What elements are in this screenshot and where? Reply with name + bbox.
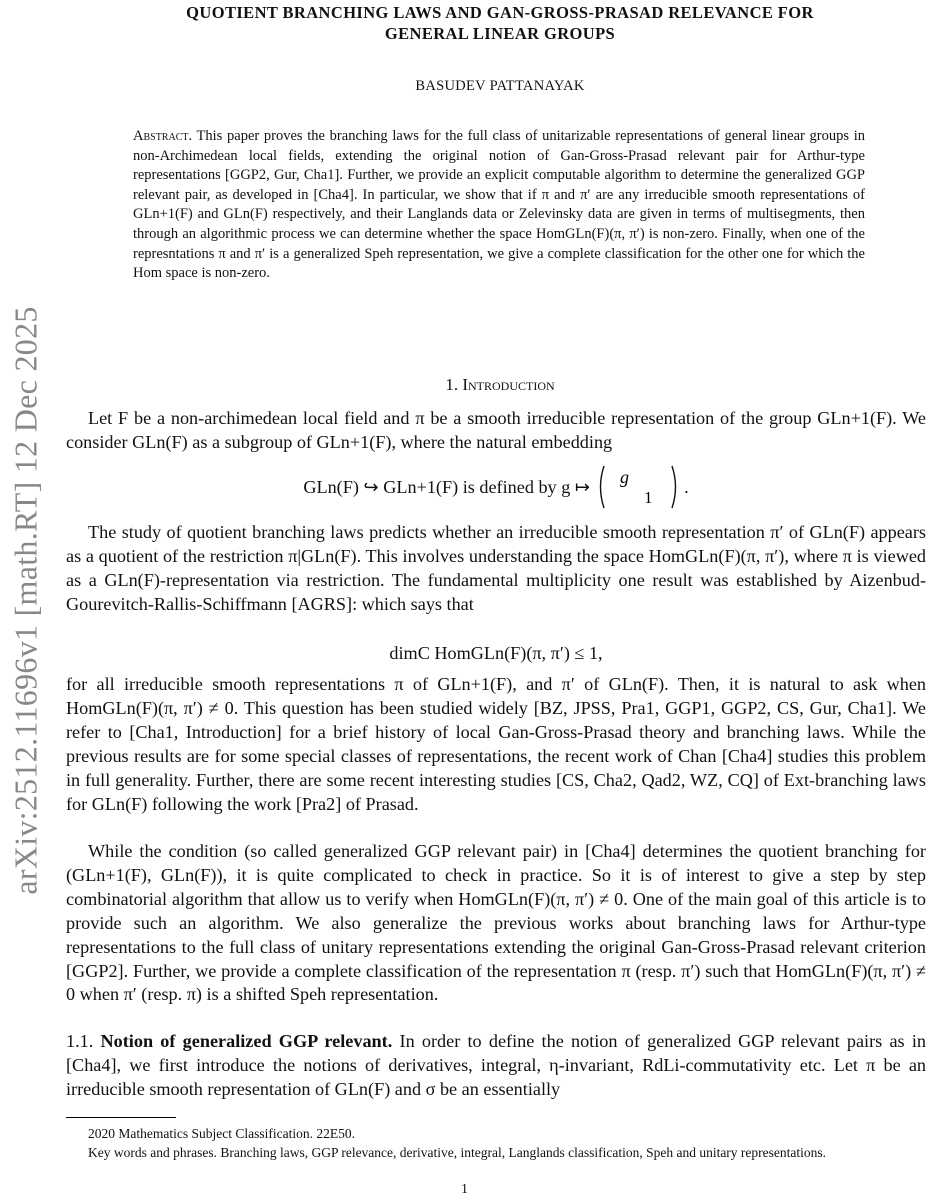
embedding-matrix	[596, 463, 680, 511]
display-1-end: .	[684, 476, 689, 497]
footnote-divider	[66, 1117, 176, 1118]
paragraph-1-block	[66, 407, 926, 455]
section-number: 1.	[445, 375, 459, 394]
author-name: BASUDEV PATTANAYAK	[415, 78, 585, 94]
subsection-1-1-block	[66, 1030, 926, 1102]
paragraph-1: Let F be a non-archimedean local field and π be a smooth irreducible representation of the group GLn+1(F). We consider GLn(F) as a subgroup of GLn+1(F), where the natural embedding	[66, 408, 926, 452]
footnotes	[66, 1124, 926, 1162]
paragraph-3-block	[66, 673, 926, 816]
paragraph-4-block	[66, 840, 926, 1007]
matrix-entry-g: g	[620, 467, 630, 487]
matrix-entry-1: 1	[644, 488, 653, 507]
abstract-label: Abstract.	[133, 128, 193, 144]
paper-title	[70, 2, 929, 44]
subsection-number: 1.1.	[66, 1031, 94, 1051]
page-number: 1	[461, 1182, 468, 1197]
footnote-keywords: Key words and phrases. Branching laws, GGP relevance, derivative, integral, Langlands classification, Speh and unitary representations.	[88, 1145, 827, 1160]
paragraph-3: for all irreducible smooth representations π of GLn+1(F), and π′ of GLn(F). Then, it is natural to ask when HomGLn(F)(π, π′) ≠ 0. This question has been studied widely [BZ, JPSS, Pra1, GGP1, GGP2, CS, Gur, Cha1]. We refer to [Cha1, Introduction] for a brief history of local Gan-Gross-Prasad theory and branching laws. While the previous results are for some special classes of representations, the recent work of Chan [Cha4] studies this problem in full generality. Further, there are some recent interesting studies [CS, Cha2, Qad2, WZ, CQ] of Ext-branching laws for GLn(F) following the work [Pra2] of Prasad.	[66, 674, 926, 814]
subsection-1-1-paragraph	[66, 1030, 926, 1102]
display-1-lhs: GLn(F) ↪ GLn+1(F) is defined by g ↦	[303, 476, 591, 497]
display-2-text: dimC HomGLn(F)(π, π′) ≤ 1,	[389, 643, 603, 663]
paragraph-4: While the condition (so called generalized GGP relevant pair) in [Cha4] determines the quotient branching for (GLn+1(F), GLn(F)), it is quite complicated to check in practice. So it is of interest to give a step by step combinatorial algorithm that allow us to verify when HomGLn(F)(π, π′) ≠ 0. One of the main goal of this article is to provide such an algorithm. We also generalize the previous works about branching laws for Arthur-type representations to the full class of unitary representations extending the original Gan-Gross-Prasad relevant criterion [GGP2]. Further, we provide a complete classification of the representation π (resp. π′) such that HomGLn(F)(π, π′) ≠ 0 when π′ (resp. π) is a shifted Speh representation.	[66, 841, 926, 1005]
display-equation-embedding	[66, 462, 926, 512]
abstract	[133, 127, 865, 284]
section-title: Introduction	[462, 375, 555, 394]
title-line-2: GENERAL LINEAR GROUPS	[384, 24, 616, 43]
abstract-text: This paper proves the branching laws for the full class of unitarizable representations of general linear groups in non-Archimedean local fields, extending the original notion of Gan-Gross-Prasad relevant pair for Arthur-type representations [GGP2, Gur, Cha1]. Further, we provide an explicit computable algorithm to determine the generalized GGP relevant pair, as developed in [Cha4]. In particular, we show that if π and π′ are any irreducible smooth representations of GLn+1(F) and GLn(F) respectively, and their Langlands data or Zelevinsky data are given in terms of multisegments, then through an algorithmic process we can determine whether the space HomGLn(F)(π, π′) is non-zero. Finally, when one of the represntations π and π′ is a generalized Speh representation, we give a complete classification for the other one for which the Hom space is non-zero.	[133, 128, 865, 282]
paragraph-2: The study of quotient branching laws predicts whether an irreducible smooth representation π′ of GLn(F) appears as a quotient of the restriction π|GLn(F). This involves understanding the space HomGLn(F)(π, π′), where π is viewed as a GLn(F)-representation via restriction. The fundamental multiplicity one result was established by Aizenbud-Gourevitch-Rallis-Schiffmann [AGRS]: which says that	[66, 522, 926, 614]
subsection-text: In order to define the notion of generalized GGP relevant pairs as in [Cha4], we first introduce the notions of derivatives, integral, η-invariant, RdLi-commutativity etc. Let π be an irreducible smooth representation of GLn(F) and σ be an essentially	[66, 1031, 926, 1099]
footnote-msc: 2020 Mathematics Subject Classification. 22E50.	[88, 1126, 355, 1141]
subsection-title: Notion of generalized GGP relevant.	[100, 1031, 393, 1051]
title-line-1: QUOTIENT BRANCHING LAWS AND GAN-GROSS-PRASAD RELEVANCE FOR	[186, 3, 814, 22]
section-heading-introduction	[70, 375, 929, 395]
arxiv-id-text: arXiv:2512.11696v1 [math.RT] 12 Dec 2025	[7, 305, 44, 895]
arxiv-identifier-stamp	[6, 0, 46, 1200]
display-equation-multiplicity-one	[66, 643, 926, 664]
paragraph-2-block	[66, 521, 926, 617]
